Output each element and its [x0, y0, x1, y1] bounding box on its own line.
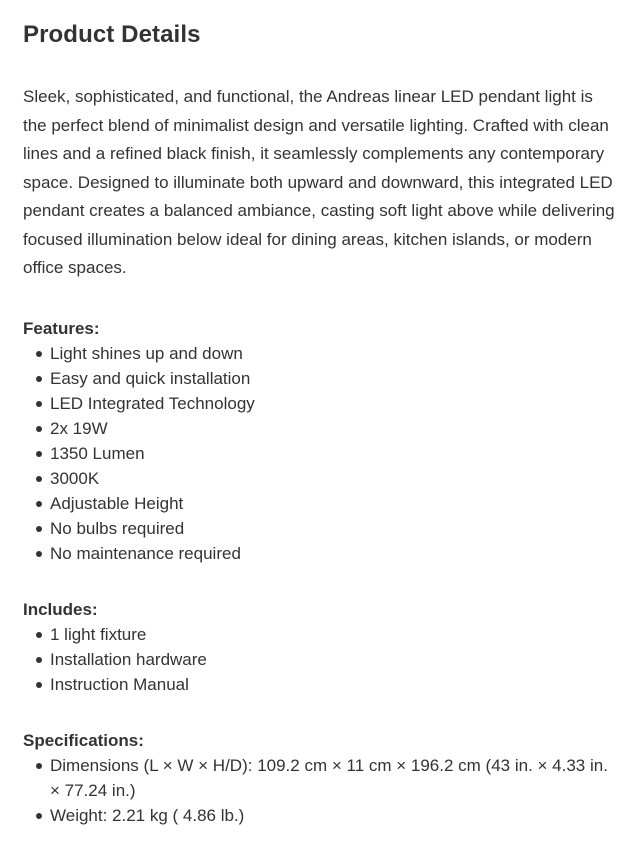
product-description: Sleek, sophisticated, and functional, the Andreas linear LED pendant light is the perfect blend of minimalist design and versatile lighting. Crafted with clean lines and a refined black finish, it seamlessly complements any contemporary space. Designed to illuminate both upward and downward, this integrated LED pendant creates a balanced ambiance, casting soft light above while delivering focused illumination below ideal for dining areas, kitchen islands, or modern office spaces. — [23, 87, 615, 277]
features-section — [23, 316, 618, 566]
specifications-heading: Specifications: — [23, 730, 144, 750]
includes-section — [23, 597, 618, 697]
features-heading: Features: — [23, 318, 100, 338]
include-item: Instruction Manual — [50, 672, 618, 697]
feature-item: Light shines up and down — [50, 341, 618, 366]
feature-item: Easy and quick installation — [50, 366, 618, 391]
spec-item-weight: Weight: 2.21 kg ( 4.86 lb.) — [50, 803, 618, 828]
includes-list — [23, 622, 618, 697]
specifications-section — [23, 728, 618, 828]
feature-item: LED Integrated Technology — [50, 391, 618, 416]
feature-item: Adjustable Height — [50, 491, 618, 516]
include-item: 1 light fixture — [50, 622, 618, 647]
feature-item: 2x 19W — [50, 416, 618, 441]
includes-heading: Includes: — [23, 599, 98, 619]
feature-item: 3000K — [50, 466, 618, 491]
feature-item: 1350 Lumen — [50, 441, 618, 466]
features-list — [23, 341, 618, 566]
include-item: Installation hardware — [50, 647, 618, 672]
spec-item-dimensions: Dimensions (L × W × H/D): 109.2 cm × 11 cm × 196.2 cm (43 in. × 4.33 in. × 77.24 in.) — [50, 753, 618, 803]
page-title: Product Details — [23, 21, 201, 48]
feature-item: No bulbs required — [50, 516, 618, 541]
feature-item: No maintenance required — [50, 541, 618, 566]
specifications-list — [23, 753, 618, 828]
